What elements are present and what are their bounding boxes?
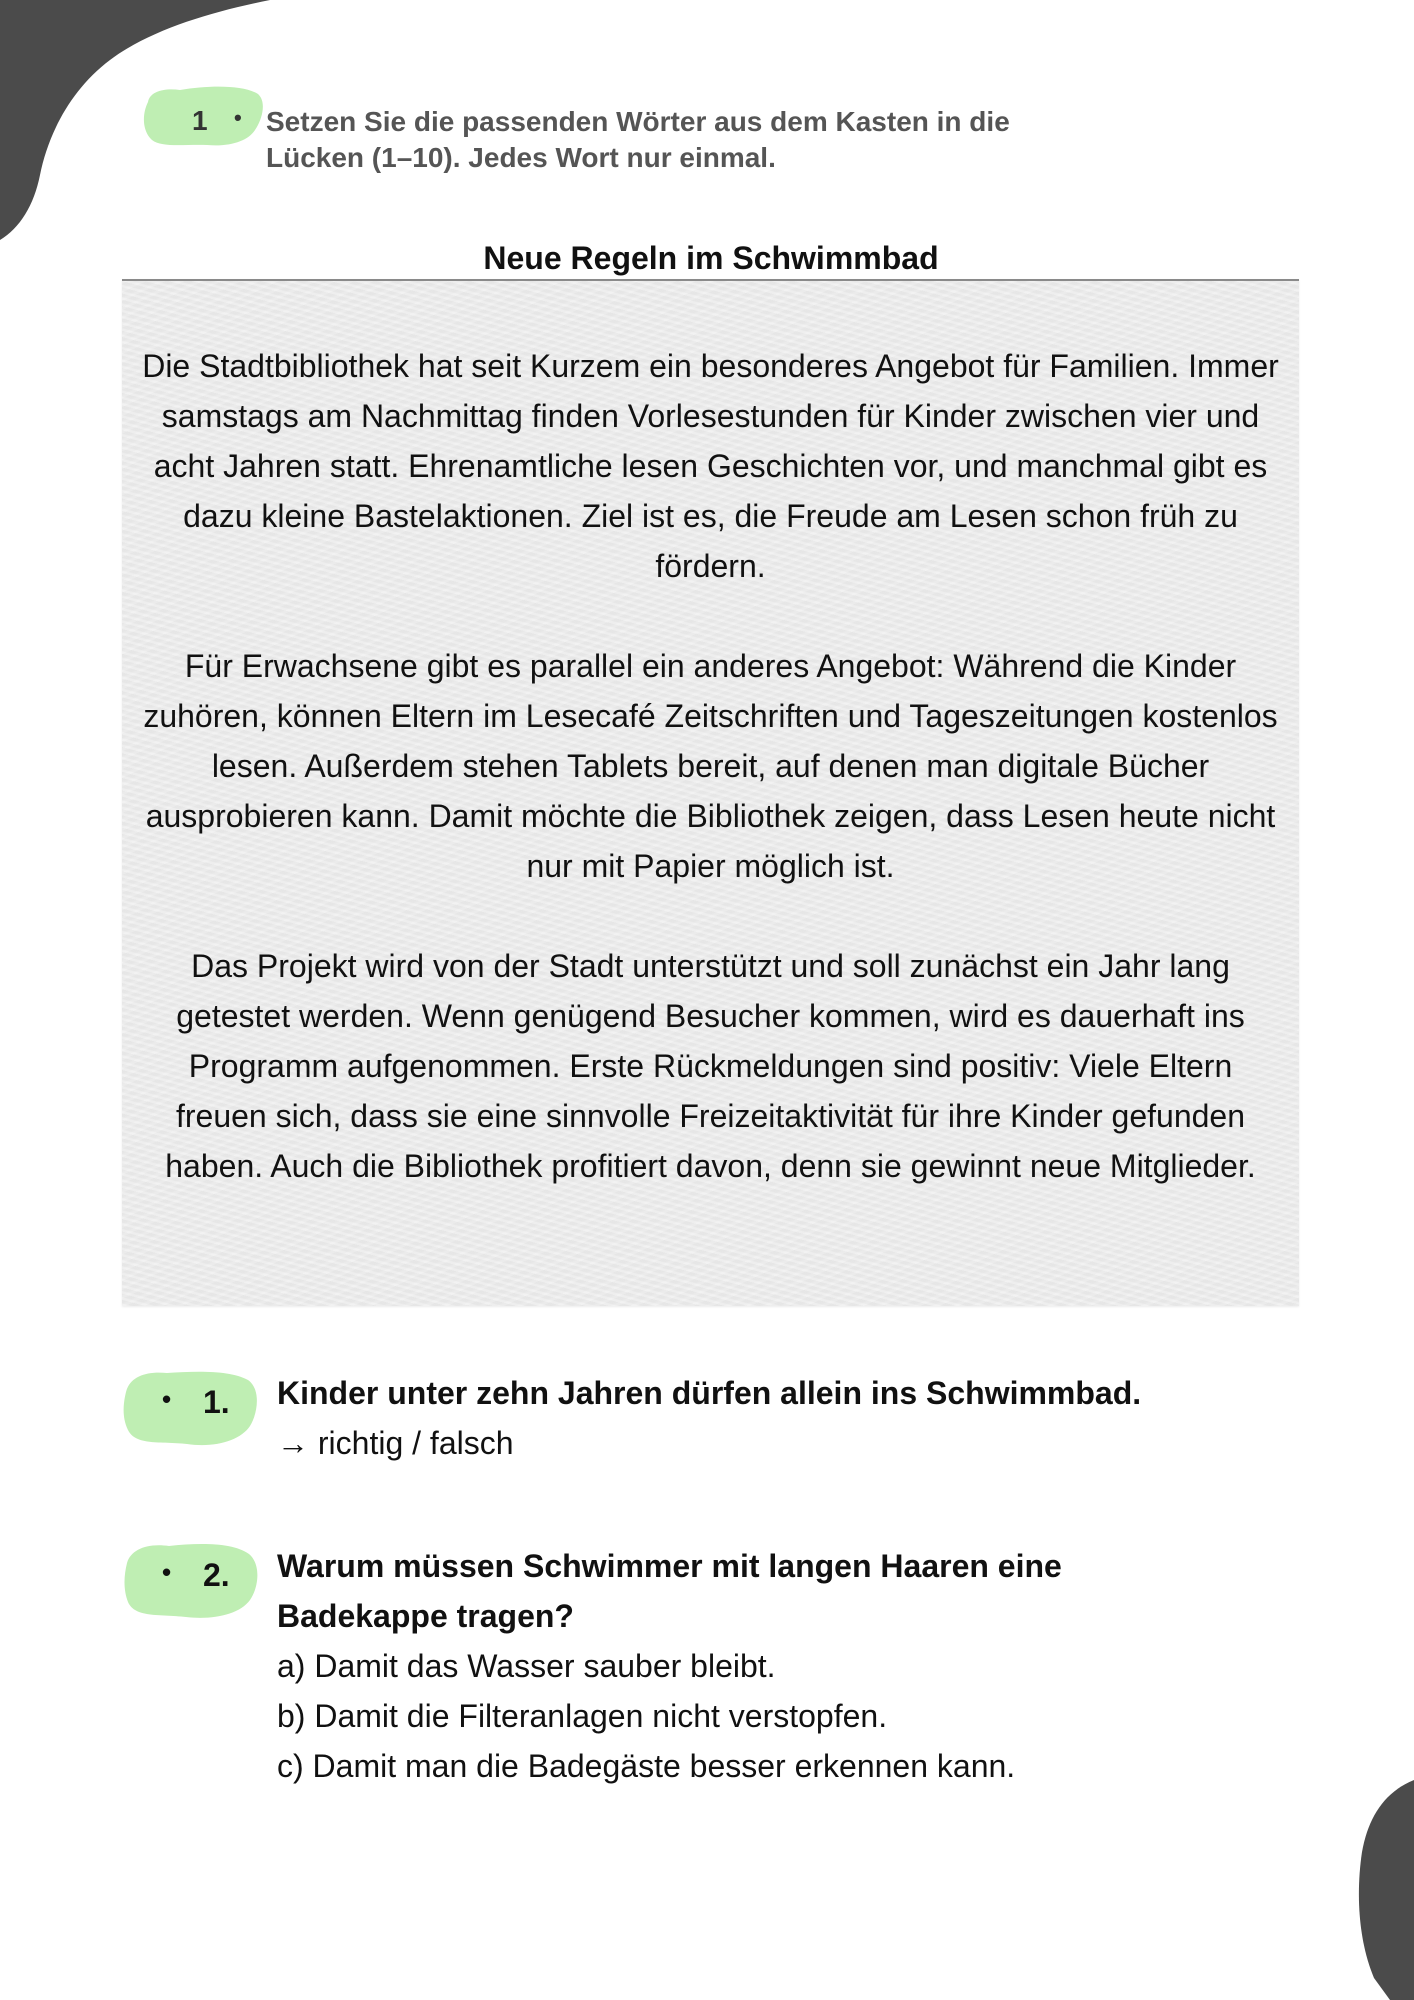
question-bullet: • (162, 1557, 172, 1587)
question-bullet: • (162, 1384, 172, 1414)
task-instruction (266, 104, 1126, 176)
question-title: Kinder unter zehn Jahren dürfen allein ins Schwimmbad. (277, 1375, 1142, 1411)
task-number: 1 (192, 105, 208, 136)
question-body (277, 1541, 1297, 1791)
reading-paragraph-1: Die Stadtbibliothek hat seit Kurzem ein besonderes Angebot für Familien. Immer samstags am Nachmittag finden Vorlesestunden für Kinder zwischen vier und acht Jahren statt. Ehrenamtliche lesen Geschichten vor, und manchmal gibt es dazu kleine Bastelaktionen. Ziel ist es, die Freude am Lesen schon früh zu fördern. (142, 348, 1279, 584)
answer-option-c[interactable]: c) Damit man die Badegäste besser erkennen kann. (277, 1748, 1016, 1784)
question-number-highlight (122, 1368, 262, 1448)
reading-paragraph-2: Für Erwachsene gibt es parallel ein anderes Angebot: Während die Kinder zuhören, können Eltern im Lesecafé Zeitschriften und Tageszeitungen kostenlos lesen. Außerdem stehen Tablets bereit, auf denen man digitale Bücher ausprobieren kann. Damit möchte die Bibliothek zeigen, dass Lesen heute nicht nur mit Papier möglich ist. (143, 648, 1278, 884)
task-header (140, 86, 1140, 176)
corner-decoration-bottom-right (1334, 1780, 1414, 2000)
task-instruction-line-1: Setzen Sie die passenden Wörter aus dem Kasten in die (266, 106, 1010, 137)
answer-option[interactable]: → richtig / falsch (277, 1425, 514, 1461)
answer-option-a[interactable]: a) Damit das Wasser sauber bleibt. (277, 1648, 776, 1684)
question-title-line-1: Warum müssen Schwimmer mit langen Haaren eine (277, 1548, 1062, 1584)
reading-paragraph-3: Das Projekt wird von der Stadt unterstützt und soll zunächst ein Jahr lang getestet werden. Wenn genügend Besucher kommen, wird es dauerhaft ins Programm aufgenommen. Erste Rückmeldungen sind positiv: Viele Eltern freuen sich, dass sie eine sinnvolle Freizeitaktivität für ihre Kinder gefunden haben. Auch die Bibliothek profitiert davon, denn sie gewinnt neue Mitglieder. (165, 948, 1256, 1184)
task-instruction-line-2: Lücken (1–10). Jedes Wort nur einmal. (266, 142, 776, 173)
task-bullet: • (234, 105, 242, 130)
reading-text-title: Neue Regeln im Schwimmbad (483, 240, 939, 276)
question-title-line-2: Badekappe tragen? (277, 1598, 574, 1634)
question-number: 2. (203, 1557, 230, 1593)
question-number: 1. (203, 1384, 230, 1420)
question-number-highlight (122, 1541, 262, 1621)
reading-text-panel (122, 279, 1299, 1306)
question-body (277, 1368, 1297, 1468)
answer-option-b[interactable]: b) Damit die Filteranlagen nicht verstopfen. (277, 1698, 888, 1734)
reading-text (142, 341, 1279, 1241)
